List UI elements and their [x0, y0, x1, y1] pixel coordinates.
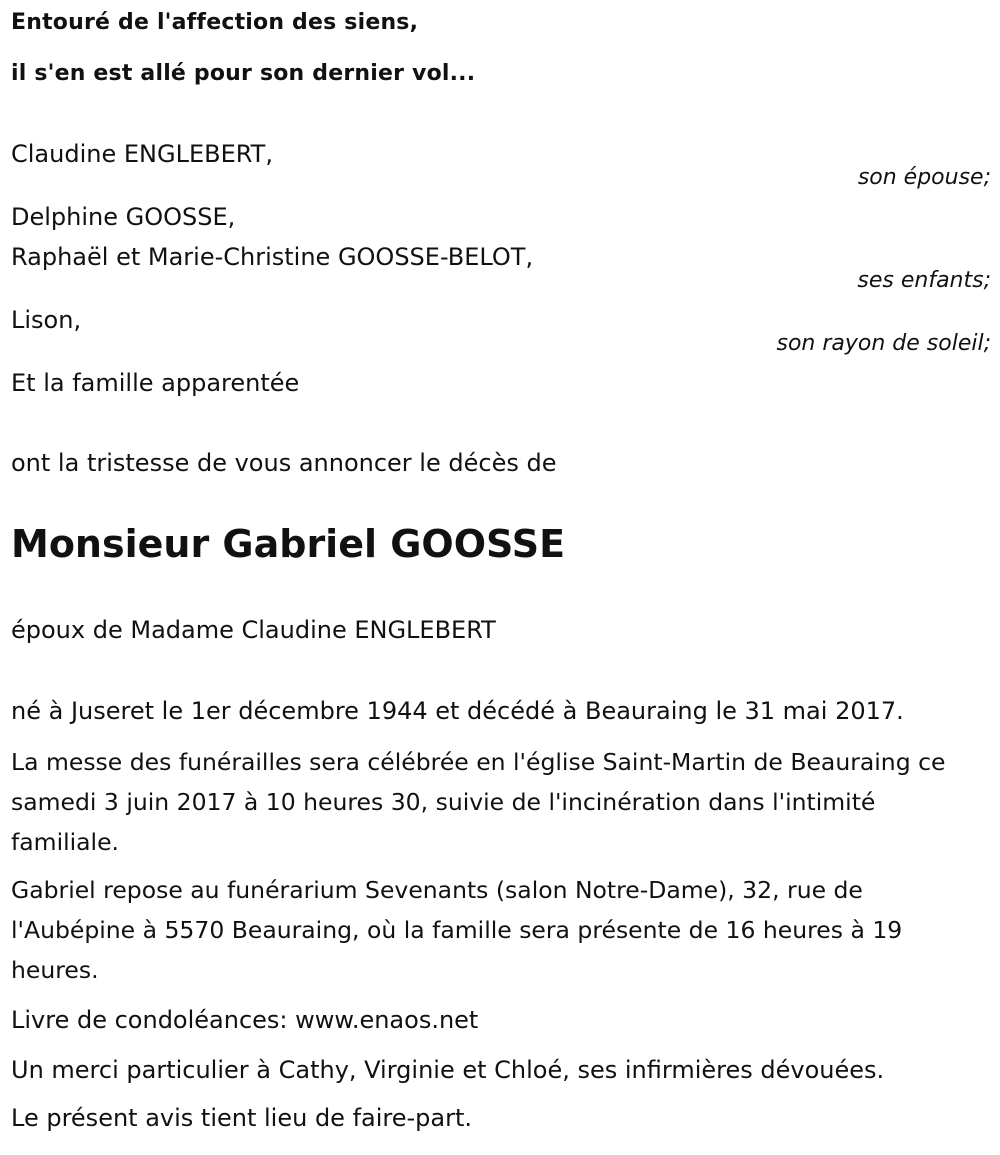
children-role: ses enfants;: [857, 268, 991, 293]
intro-line-1: Entouré de l'affection des siens,: [11, 10, 419, 35]
intro-line-2: il s'en est allé pour son dernier vol...: [11, 61, 476, 86]
extended-family: Et la famille apparentée: [11, 369, 300, 397]
spouse-role: son épouse;: [857, 165, 991, 190]
birth-death-line: né à Juseret le 1er décembre 1944 et décédé à Beauraing le 31 mai 2017.: [11, 697, 904, 725]
obituary-notice: [11, 0, 991, 1155]
thanks-line: Un merci particulier à Cathy, Virginie et Chloé, ses infirmières dévouées.: [11, 1056, 885, 1084]
spouse-of-line: époux de Madame Claudine ENGLEBERT: [11, 616, 496, 644]
deceased-name: Monsieur Gabriel GOOSSE: [11, 522, 566, 566]
viewing-paragraph: Gabriel repose au funérarium Sevenants (salon Notre-Dame), 32, rue de l'Aubépine à 5570 Beauraing, où la famille sera présente de 16 heures à 19 heures.: [11, 876, 903, 984]
funeral-paragraph: La messe des funérailles sera célébrée en l'église Saint-Martin de Beauraing ce samedi 3 juin 2017 à 10 heures 30, suivie de l'incinération dans l'intimité familiale.: [11, 748, 946, 856]
condolences-line: Livre de condoléances: www.enaos.net: [11, 1006, 479, 1034]
child-name-2: Raphaël et Marie-Christine GOOSSE-BELOT,: [11, 243, 534, 271]
grandchild-role: son rayon de soleil;: [776, 331, 991, 356]
announcement-text: ont la tristesse de vous annoncer le décès de: [11, 449, 557, 477]
notice-line: Le présent avis tient lieu de faire-part.: [11, 1104, 473, 1132]
spouse-name: Claudine ENGLEBERT,: [11, 140, 273, 168]
grandchild-name: Lison,: [11, 306, 82, 334]
child-name-1: Delphine GOOSSE,: [11, 203, 236, 231]
